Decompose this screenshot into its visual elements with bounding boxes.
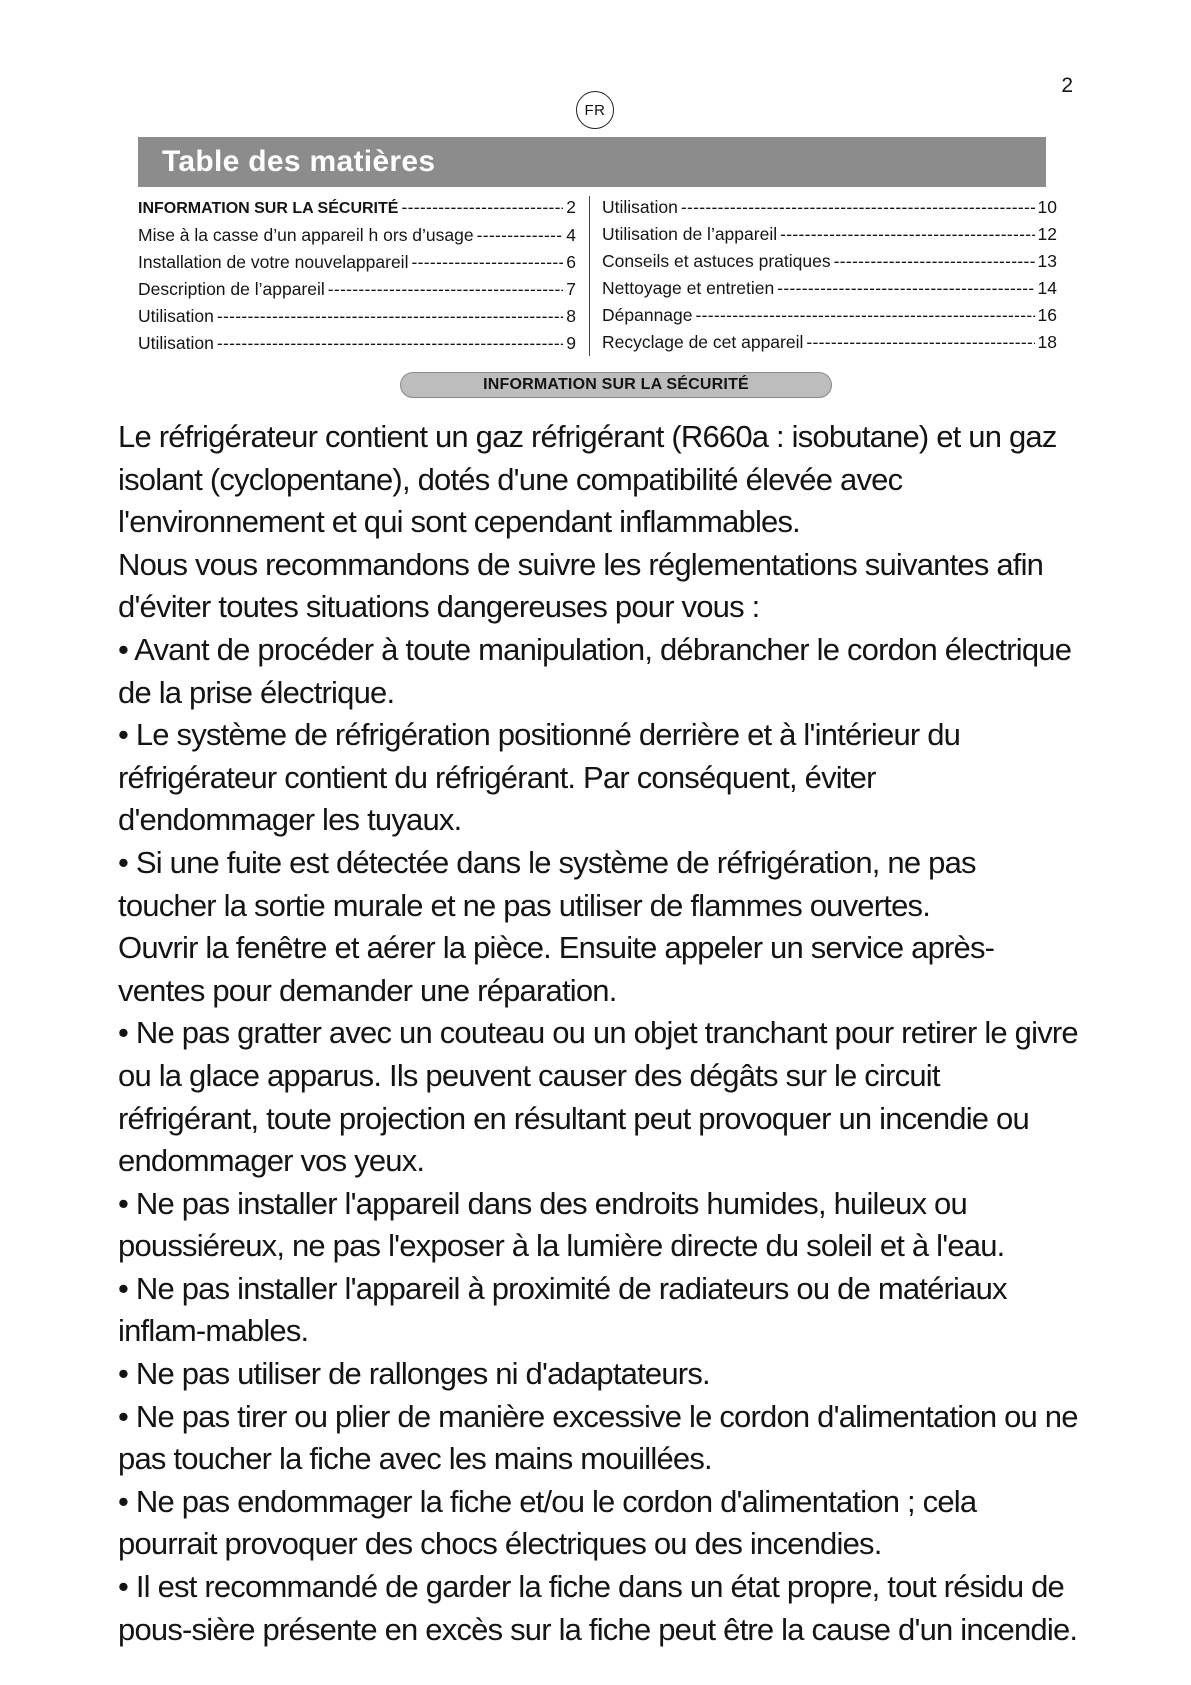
toc-entry-page: 16	[1037, 305, 1057, 325]
toc-entry-page: 2	[566, 197, 576, 217]
toc-leader	[401, 194, 563, 221]
toc-leader	[696, 302, 1035, 329]
toc-entry-page: 12	[1037, 224, 1057, 244]
toc-entry-label: Mise à la casse d’un appareil h ors d’usage	[138, 225, 474, 245]
safety-text	[118, 416, 1078, 1651]
toc-leader	[681, 194, 1035, 221]
toc-entry	[602, 302, 1057, 329]
bullet-item: • Ne pas utiliser de rallonges ni d'adaptateurs.	[118, 1356, 710, 1392]
toc-entry	[602, 221, 1057, 248]
toc-entry-page: 13	[1037, 251, 1057, 271]
toc-leader	[328, 276, 563, 303]
toc-entry	[602, 248, 1057, 275]
bullet-item: • Ne pas installer l'appareil à proximité de radiateurs ou de matériaux inflam-mables.	[118, 1270, 1007, 1349]
toc-left-column	[138, 194, 576, 357]
toc-entry	[138, 249, 576, 276]
page-number: 2	[1061, 74, 1073, 97]
toc-entry-label: Description de l’appareil	[138, 279, 325, 299]
toc-entry	[138, 330, 576, 357]
bullet-item: • Il est recommandé de garder la fiche dans un état propre, tout résidu de pous-sière présente en excès sur la fiche peut être la cause d'un incendie.	[118, 1569, 1078, 1647]
toc-entry-label: Recyclage de cet appareil	[602, 332, 804, 352]
toc-entry-label: INFORMATION SUR LA SÉCURITÉ	[138, 200, 399, 217]
toc-entry-page: 6	[566, 252, 576, 272]
toc-entry	[602, 329, 1057, 356]
toc-entry-label: Utilisation	[138, 306, 214, 326]
paragraph: Nous vous recommandons de suivre les réglementations suivantes afin d'éviter toutes situations dangereuses pour vous :	[118, 546, 1044, 625]
bullet-item: • Si une fuite est détectée dans le système de réfrigération, ne pas toucher la sortie murale et ne pas utiliser de flammes ouvertes.	[118, 844, 976, 923]
toc-title: Table des matières	[162, 145, 436, 178]
bullet-item: • Ne pas tirer ou plier de manière excessive le cordon d'alimentation ou ne pas toucher la fiche avec les mains mouillées.	[118, 1398, 1078, 1477]
toc-entry-page: 7	[566, 279, 576, 299]
bullet-item: • Le système de réfrigération positionné derrière et à l'intérieur du réfrigérateur contient du réfrigérant. Par conséquent, éviter d'endommager les tuyaux.	[118, 717, 961, 838]
toc-entry-label: Installation de votre nouvelappareil	[138, 252, 409, 272]
toc-entry-label: Nettoyage et entretien	[602, 278, 775, 298]
bullet-item: • Avant de procéder à toute manipulation, débrancher le cordon électrique de la prise électrique.	[118, 631, 1072, 710]
bullet-item: • Ne pas endommager la fiche et/ou le cordon d'alimentation ; cela pourrait provoquer des chocs électriques ou des incendies.	[118, 1483, 977, 1562]
toc-entry-label: Utilisation	[138, 333, 214, 353]
toc-entry	[138, 303, 576, 330]
toc-leader	[217, 303, 563, 330]
toc-leader	[834, 248, 1035, 275]
toc-divider	[589, 196, 590, 356]
toc-entry-page: 10	[1037, 197, 1057, 217]
toc-header	[138, 137, 1046, 187]
toc-entry	[138, 276, 576, 303]
toc-entry-label: Conseils et astuces pratiques	[602, 251, 831, 271]
toc-entry	[138, 194, 576, 222]
section-heading	[400, 372, 832, 398]
toc-entry-page: 9	[566, 333, 576, 353]
language-badge: FR	[576, 91, 614, 129]
paragraph: Le réfrigérateur contient un gaz réfrigérant (R660a : isobutane) et un gaz isolant (cyclopentane), dotés d'une compatibilité élevée avec l'environnement et qui sont cependant inflammables.	[118, 419, 1057, 540]
section-title: INFORMATION SUR LA SÉCURITÉ	[483, 376, 749, 393]
toc-entry-label: Dépannage	[602, 305, 693, 325]
toc-entry-page: 18	[1037, 332, 1057, 352]
toc-entry-label: Utilisation	[602, 197, 678, 217]
toc-entry	[138, 222, 576, 249]
toc-entry	[602, 194, 1057, 221]
toc-entry-page: 14	[1037, 278, 1057, 298]
toc-entry-page: 4	[566, 225, 576, 245]
bullet-item: • Ne pas gratter avec un couteau ou un objet tranchant pour retirer le givre ou la glace apparus. Ils peuvent causer des dégâts sur le circuit réfrigérant, toute projection en résultant peut provoquer un incendie ou endommager vos yeux.	[118, 1015, 1078, 1179]
paragraph: Ouvrir la fenêtre et aérer la pièce. Ensuite appeler un service après-ventes pour demander une réparation.	[118, 930, 995, 1008]
toc-entry-label: Utilisation de l’appareil	[602, 224, 778, 244]
toc-right-column	[602, 194, 1057, 356]
toc-entry	[602, 275, 1057, 302]
toc-leader	[806, 329, 1034, 356]
toc-leader	[411, 249, 563, 276]
toc-leader	[217, 330, 563, 357]
toc-leader	[780, 221, 1034, 248]
toc-leader	[777, 275, 1034, 302]
bullet-item: • Ne pas installer l'appareil dans des endroits humides, huileux ou poussiéreux, ne pas l'exposer à la lumière directe du soleil et à l'eau.	[118, 1185, 1005, 1264]
toc-leader	[477, 222, 564, 249]
toc-entry-page: 8	[566, 306, 576, 326]
